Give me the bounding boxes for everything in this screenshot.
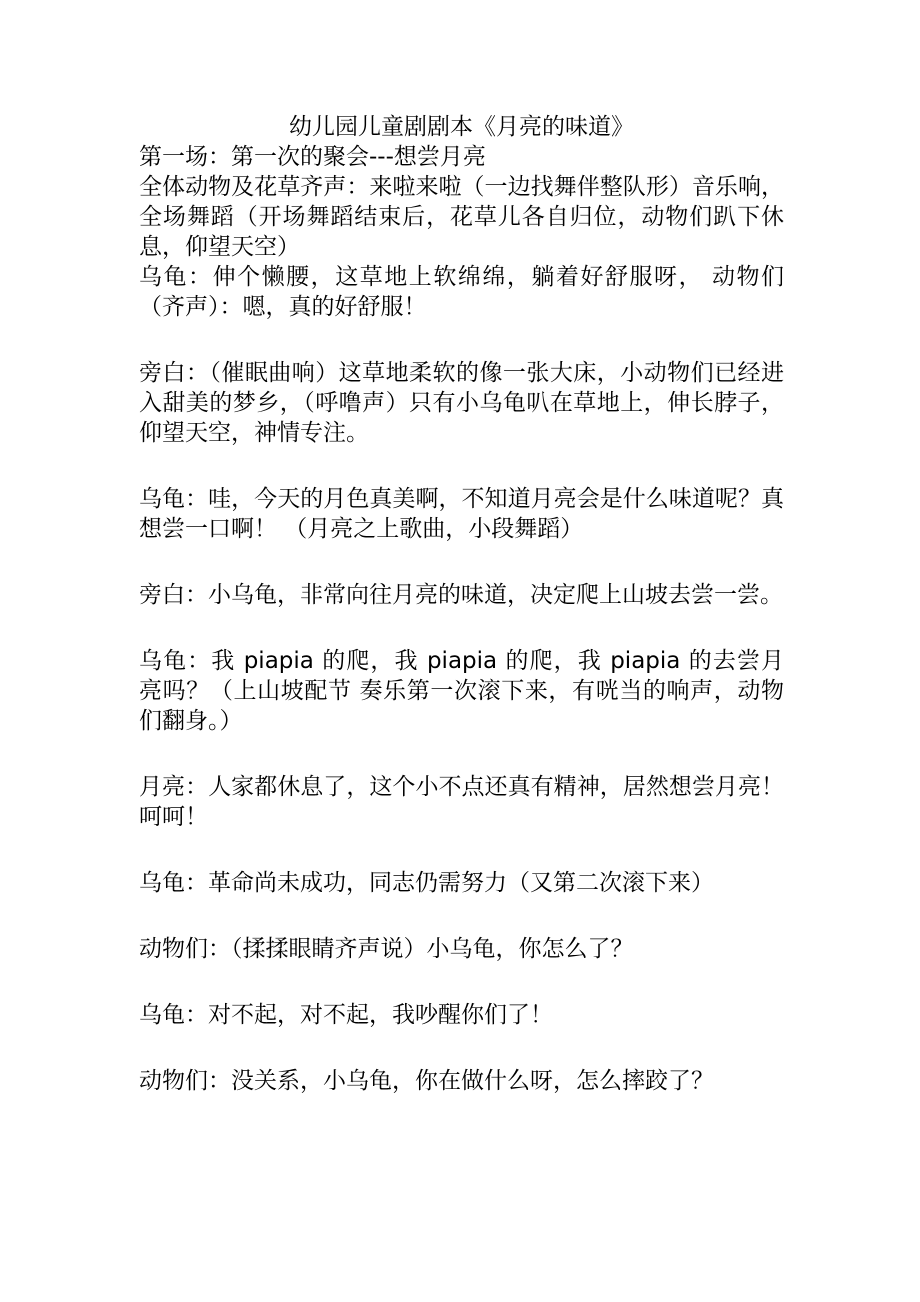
paragraph-spacer [139,448,784,484]
paragraph: 乌龟：伸个懒腰，这草地上软绵绵，躺着好舒服呀， 动物们（齐声）：嗯，真的好舒服！ [139,264,784,320]
paragraph-spacer [139,1030,784,1066]
paragraph-spacer [139,832,784,868]
paragraph: 乌龟：我 piapia 的爬，我 piapia 的爬，我 piapia 的去尝月亮吗？（上山坡配节 奏乐第一次滚下来，有咣当的响声，动物们翻身。） [139,648,784,734]
document-title: 幼儿园儿童剧剧本《月亮的味道》 [289,114,634,140]
paragraph-spacer [139,544,784,580]
paragraph: 月亮：人家都休息了，这个小不点还真有精神，居然想尝月亮！呵呵！ [139,774,784,830]
paragraph: 动物们：（揉揉眼睛齐声说）小乌龟，你怎么了？ [139,936,634,962]
paragraph: 全体动物及花草齐声：来啦来啦（一边找舞伴整队形）音乐响，全场舞蹈（开场舞蹈结束后，花草儿各自归位，动物们趴下休息，仰望天空） [139,174,784,260]
script-body [139,112,784,1096]
paragraph: 旁白：（催眠曲响）这草地柔软的像一张大床，小动物们已经进入甜美的梦乡，（呼噜声）只有小乌龟叭在草地上，伸长脖子，仰望天空，神情专注。 [139,360,784,446]
paragraph-spacer [139,322,784,358]
paragraph: 乌龟：革命尚未成功，同志仍需努力（又第二次滚下来） [139,870,714,896]
paragraph: 旁白：小乌龟，非常向往月亮的味道，决定爬上山坡去尝一尝。 [139,582,783,608]
paragraph-spacer [139,736,784,772]
paragraph: 乌龟：哇，今天的月色真美啊，不知道月亮会是什么味道呢？真想尝一口啊！ （月亮之上歌曲，小段舞蹈） [139,486,784,542]
paragraph-spacer [139,898,784,934]
paragraph-spacer [139,610,784,646]
paragraph-spacer [139,964,784,1000]
paragraph: 动物们：没关系，小乌龟，你在做什么呀，怎么摔跤了？ [139,1068,714,1094]
scene-heading: 第一场：第一次的聚会---想尝月亮 [139,144,486,170]
paragraph: 乌龟：对不起，对不起，我吵醒你们了！ [139,1002,553,1028]
